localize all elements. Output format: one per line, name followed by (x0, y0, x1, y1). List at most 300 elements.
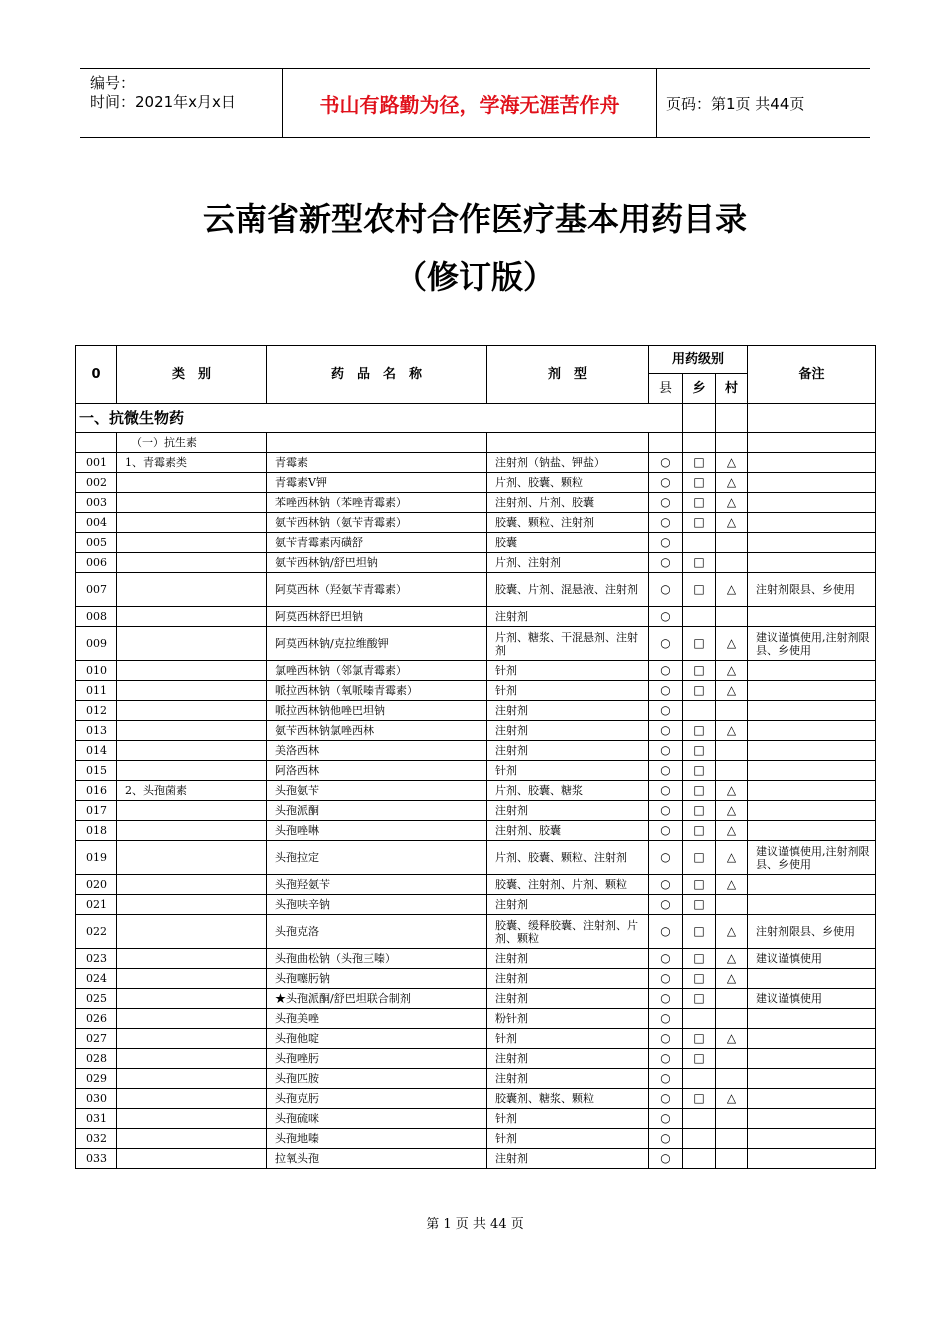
row-drug-name: 阿洛西林 (267, 761, 487, 781)
row-note: 注射剂限县、乡使用 (748, 915, 876, 949)
row-dosage-form: 胶囊剂、糖浆、颗粒 (487, 1089, 649, 1109)
row-town-level: □ (683, 573, 716, 607)
row-category (117, 701, 267, 721)
row-town-level: □ (683, 841, 716, 875)
row-drug-name: 青霉素 (267, 453, 487, 473)
row-drug-name: 头孢匹胺 (267, 1069, 487, 1089)
row-number: 027 (76, 1029, 117, 1049)
row-category (117, 1089, 267, 1109)
row-note (748, 1109, 876, 1129)
row-town-level: □ (683, 821, 716, 841)
row-category (117, 533, 267, 553)
row-dosage-form: 针剂 (487, 1109, 649, 1129)
row-town-level: □ (683, 761, 716, 781)
header-meta (80, 69, 282, 137)
row-village-level: △ (716, 627, 748, 661)
row-village-level: △ (716, 493, 748, 513)
row-drug-name: 阿莫西林钠/克拉维酸钾 (267, 627, 487, 661)
row-drug-name: 阿莫西林舒巴坦钠 (267, 607, 487, 627)
page-footer: 第 1 页 共 44 页 (426, 1217, 524, 1232)
row-village-level (716, 1049, 748, 1069)
table-row (76, 573, 876, 607)
row-category (117, 841, 267, 875)
row-category (117, 1009, 267, 1029)
row-town-level (683, 1109, 716, 1129)
row-note (748, 969, 876, 989)
row-number: 002 (76, 473, 117, 493)
table-row (76, 1149, 876, 1169)
row-number: 009 (76, 627, 117, 661)
subsection-title: （一）抗生素 (117, 433, 267, 453)
row-dosage-form: 针剂 (487, 1029, 649, 1049)
row-dosage-form: 注射剂 (487, 741, 649, 761)
row-category (117, 1069, 267, 1089)
row-village-level (716, 1129, 748, 1149)
code-label: 编号： (90, 74, 136, 92)
row-note: 建议谨慎使用,注射剂限县、乡使用 (748, 841, 876, 875)
row-category (117, 573, 267, 607)
row-village-level (716, 989, 748, 1009)
row-dosage-form: 胶囊、缓释胶囊、注射剂、片剂、颗粒 (487, 915, 649, 949)
row-dosage-form: 胶囊、片剂、混悬液、注射剂 (487, 573, 649, 607)
row-drug-name: 头孢地嗪 (267, 1129, 487, 1149)
row-drug-name: 头孢羟氨苄 (267, 875, 487, 895)
row-category (117, 969, 267, 989)
header-form: 剂 型 (487, 346, 649, 404)
row-county-level: ○ (649, 701, 683, 721)
row-town-level (683, 1129, 716, 1149)
header-motto: 书山有路勤为径，学海无涯苦作舟 (282, 69, 657, 137)
row-dosage-form: 注射剂、胶囊 (487, 821, 649, 841)
row-note (748, 781, 876, 801)
row-category (117, 721, 267, 741)
row-category (117, 949, 267, 969)
row-note (748, 453, 876, 473)
row-drug-name: 氨苄西林钠/舒巴坦钠 (267, 553, 487, 573)
row-county-level: ○ (649, 1149, 683, 1169)
row-dosage-form: 针剂 (487, 681, 649, 701)
row-dosage-form: 片剂、注射剂 (487, 553, 649, 573)
row-county-level: ○ (649, 607, 683, 627)
row-county-level: ○ (649, 513, 683, 533)
row-drug-name: 头孢曲松钠（头孢三嗪） (267, 949, 487, 969)
row-dosage-form: 胶囊、颗粒、注射剂 (487, 513, 649, 533)
row-village-level (716, 553, 748, 573)
row-dosage-form: 针剂 (487, 1129, 649, 1149)
section-title: 一、抗微生物药 (76, 404, 683, 433)
row-note (748, 533, 876, 553)
row-note (748, 1009, 876, 1029)
row-town-level (683, 533, 716, 553)
row-note (748, 513, 876, 533)
row-number: 024 (76, 969, 117, 989)
row-village-level: △ (716, 681, 748, 701)
row-dosage-form: 片剂、胶囊、颗粒、注射剂 (487, 841, 649, 875)
row-category (117, 761, 267, 781)
row-village-level (716, 1009, 748, 1029)
row-note (748, 741, 876, 761)
table-row (76, 607, 876, 627)
row-number: 006 (76, 553, 117, 573)
row-village-level: △ (716, 781, 748, 801)
row-dosage-form: 针剂 (487, 761, 649, 781)
header-county: 县 (649, 374, 683, 404)
row-village-level: △ (716, 573, 748, 607)
row-town-level: □ (683, 895, 716, 915)
row-category (117, 627, 267, 661)
row-number: 017 (76, 801, 117, 821)
row-drug-name: 氯唑西林钠（邻氯青霉素） (267, 661, 487, 681)
table-row (76, 801, 876, 821)
row-dosage-form: 注射剂 (487, 701, 649, 721)
row-county-level: ○ (649, 1029, 683, 1049)
row-village-level: △ (716, 949, 748, 969)
row-village-level: △ (716, 875, 748, 895)
row-county-level: ○ (649, 1069, 683, 1089)
header-category: 类 别 (117, 346, 267, 404)
row-note (748, 1129, 876, 1149)
row-county-level: ○ (649, 553, 683, 573)
row-dosage-form: 注射剂 (487, 607, 649, 627)
row-town-level: □ (683, 915, 716, 949)
row-village-level: △ (716, 661, 748, 681)
row-county-level: ○ (649, 1089, 683, 1109)
row-note: 建议谨慎使用 (748, 989, 876, 1009)
row-town-level (683, 701, 716, 721)
row-number: 020 (76, 875, 117, 895)
row-village-level: △ (716, 453, 748, 473)
row-dosage-form: 粉针剂 (487, 1009, 649, 1029)
row-dosage-form: 注射剂 (487, 969, 649, 989)
row-town-level: □ (683, 969, 716, 989)
row-town-level: □ (683, 949, 716, 969)
row-note (748, 1049, 876, 1069)
row-drug-name: 苯唑西林钠（苯唑青霉素） (267, 493, 487, 513)
document-title: 云南省新型农村合作医疗基本用药目录 (202, 200, 747, 238)
table-row (76, 895, 876, 915)
row-number: 033 (76, 1149, 117, 1169)
row-number: 008 (76, 607, 117, 627)
row-town-level: □ (683, 989, 716, 1009)
row-village-level (716, 1109, 748, 1129)
row-village-level: △ (716, 473, 748, 493)
row-county-level: ○ (649, 895, 683, 915)
row-county-level: ○ (649, 473, 683, 493)
row-drug-name: 头孢硫咪 (267, 1109, 487, 1129)
row-town-level (683, 1009, 716, 1029)
row-number: 021 (76, 895, 117, 915)
header-name: 药 品 名 称 (267, 346, 487, 404)
row-number: 012 (76, 701, 117, 721)
row-dosage-form: 注射剂 (487, 1149, 649, 1169)
table-row (76, 1029, 876, 1049)
row-town-level: □ (683, 681, 716, 701)
row-county-level: ○ (649, 761, 683, 781)
row-number: 016 (76, 781, 117, 801)
row-number: 013 (76, 721, 117, 741)
row-dosage-form: 注射剂 (487, 721, 649, 741)
table-row (76, 627, 876, 661)
row-county-level: ○ (649, 453, 683, 473)
row-category (117, 473, 267, 493)
row-number: 032 (76, 1129, 117, 1149)
row-category (117, 875, 267, 895)
row-note (748, 895, 876, 915)
row-dosage-form: 注射剂 (487, 1069, 649, 1089)
row-note (748, 721, 876, 741)
row-category (117, 1029, 267, 1049)
row-county-level: ○ (649, 969, 683, 989)
row-drug-name: 美洛西林 (267, 741, 487, 761)
row-drug-name: 头孢拉定 (267, 841, 487, 875)
row-note (748, 821, 876, 841)
table-row (76, 1069, 876, 1089)
row-number: 022 (76, 915, 117, 949)
row-number: 007 (76, 573, 117, 607)
table-row (76, 553, 876, 573)
row-dosage-form: 注射剂 (487, 949, 649, 969)
row-county-level: ○ (649, 533, 683, 553)
row-category (117, 553, 267, 573)
row-county-level: ○ (649, 781, 683, 801)
row-village-level (716, 1069, 748, 1089)
document-header (80, 68, 870, 138)
row-dosage-form: 注射剂 (487, 989, 649, 1009)
table-row (76, 915, 876, 949)
row-village-level (716, 1149, 748, 1169)
row-town-level (683, 1069, 716, 1089)
row-town-level: □ (683, 801, 716, 821)
header-note: 备注 (748, 346, 876, 404)
row-village-level: △ (716, 821, 748, 841)
row-village-level: △ (716, 513, 748, 533)
row-town-level: □ (683, 473, 716, 493)
row-drug-name: 头孢他啶 (267, 1029, 487, 1049)
row-number: 018 (76, 821, 117, 841)
row-number: 014 (76, 741, 117, 761)
row-town-level: □ (683, 1089, 716, 1109)
row-note (748, 607, 876, 627)
row-drug-name: 哌拉西林钠他唑巴坦钠 (267, 701, 487, 721)
row-dosage-form: 片剂、胶囊、颗粒 (487, 473, 649, 493)
row-number: 028 (76, 1049, 117, 1069)
row-village-level: △ (716, 1029, 748, 1049)
table-row (76, 681, 876, 701)
row-county-level: ○ (649, 915, 683, 949)
row-note (748, 1069, 876, 1089)
table-row (76, 741, 876, 761)
table-row (76, 969, 876, 989)
row-number: 005 (76, 533, 117, 553)
table-row (76, 493, 876, 513)
row-drug-name: 头孢唑啉 (267, 821, 487, 841)
row-county-level: ○ (649, 821, 683, 841)
row-town-level: □ (683, 741, 716, 761)
row-note (748, 1089, 876, 1109)
table-row (76, 875, 876, 895)
row-number: 025 (76, 989, 117, 1009)
document-subtitle: （修订版） (394, 258, 555, 296)
row-county-level: ○ (649, 573, 683, 607)
row-category (117, 821, 267, 841)
row-number: 011 (76, 681, 117, 701)
row-number: 031 (76, 1109, 117, 1129)
table-row (76, 1009, 876, 1029)
row-village-level: △ (716, 721, 748, 741)
row-drug-name: ★头孢派酮/舒巴坦联合制剂 (267, 989, 487, 1009)
row-category (117, 989, 267, 1009)
row-drug-name: 头孢派酮 (267, 801, 487, 821)
header-village: 村 (716, 374, 748, 404)
row-number: 010 (76, 661, 117, 681)
row-category (117, 1129, 267, 1149)
table-row (76, 533, 876, 553)
row-county-level: ○ (649, 741, 683, 761)
table-row (76, 781, 876, 801)
row-note: 注射剂限县、乡使用 (748, 573, 876, 607)
row-number: 015 (76, 761, 117, 781)
row-category (117, 895, 267, 915)
row-dosage-form: 针剂 (487, 661, 649, 681)
row-dosage-form: 注射剂、片剂、胶囊 (487, 493, 649, 513)
row-note (748, 553, 876, 573)
row-drug-name: 哌拉西林钠（氧哌嗪青霉素） (267, 681, 487, 701)
row-village-level (716, 741, 748, 761)
row-note (748, 761, 876, 781)
header-town: 乡 (683, 374, 716, 404)
row-town-level (683, 1149, 716, 1169)
row-drug-name: 头孢美唑 (267, 1009, 487, 1029)
row-category (117, 493, 267, 513)
row-county-level: ○ (649, 1009, 683, 1029)
row-county-level: ○ (649, 1109, 683, 1129)
row-village-level (716, 895, 748, 915)
row-category: 1、青霉素类 (117, 453, 267, 473)
row-category (117, 1049, 267, 1069)
row-village-level (716, 607, 748, 627)
row-county-level: ○ (649, 721, 683, 741)
table-row (76, 841, 876, 875)
row-drug-name: 头孢克洛 (267, 915, 487, 949)
row-note (748, 1149, 876, 1169)
row-drug-name: 头孢唑肟 (267, 1049, 487, 1069)
row-drug-name: 头孢克肟 (267, 1089, 487, 1109)
row-category (117, 681, 267, 701)
row-number: 001 (76, 453, 117, 473)
row-note (748, 661, 876, 681)
row-town-level: □ (683, 453, 716, 473)
row-town-level: □ (683, 1049, 716, 1069)
row-town-level: □ (683, 553, 716, 573)
table-row (76, 761, 876, 781)
row-county-level: ○ (649, 875, 683, 895)
row-drug-name: 氨苄西林钠氯唑西林 (267, 721, 487, 741)
row-town-level: □ (683, 721, 716, 741)
table-row (76, 821, 876, 841)
row-county-level: ○ (649, 661, 683, 681)
row-note (748, 701, 876, 721)
row-drug-name: 头孢氨苄 (267, 781, 487, 801)
row-number: 026 (76, 1009, 117, 1029)
row-note (748, 801, 876, 821)
header-num: 0 (76, 346, 117, 404)
table-row (76, 661, 876, 681)
header-page-info: 页码：第1页 共44页 (666, 94, 805, 113)
table-row (76, 989, 876, 1009)
table-row (76, 1089, 876, 1109)
row-number: 019 (76, 841, 117, 875)
row-number: 003 (76, 493, 117, 513)
table-row (76, 721, 876, 741)
row-note: 建议谨慎使用,注射剂限县、乡使用 (748, 627, 876, 661)
row-category: 2、头孢菌素 (117, 781, 267, 801)
table-row (76, 701, 876, 721)
row-county-level: ○ (649, 493, 683, 513)
row-town-level: □ (683, 875, 716, 895)
row-dosage-form: 胶囊 (487, 533, 649, 553)
row-dosage-form: 片剂、糖浆、干混悬剂、注射剂 (487, 627, 649, 661)
row-village-level: △ (716, 801, 748, 821)
row-dosage-form: 注射剂 (487, 895, 649, 915)
row-village-level: △ (716, 915, 748, 949)
row-category (117, 1109, 267, 1129)
row-note (748, 875, 876, 895)
row-town-level: □ (683, 661, 716, 681)
row-village-level (716, 533, 748, 553)
table-row (76, 1049, 876, 1069)
row-category (117, 741, 267, 761)
row-category (117, 801, 267, 821)
row-town-level: □ (683, 781, 716, 801)
row-drug-name: 阿莫西林（羟氨苄青霉素） (267, 573, 487, 607)
row-town-level: □ (683, 513, 716, 533)
row-village-level (716, 761, 748, 781)
row-village-level: △ (716, 969, 748, 989)
row-dosage-form: 注射剂 (487, 801, 649, 821)
row-county-level: ○ (649, 801, 683, 821)
row-drug-name: 头孢呋辛钠 (267, 895, 487, 915)
row-drug-name: 氨苄西林钠（氨苄青霉素） (267, 513, 487, 533)
row-county-level: ○ (649, 949, 683, 969)
row-note (748, 681, 876, 701)
row-village-level: △ (716, 1089, 748, 1109)
row-number: 004 (76, 513, 117, 533)
row-number: 029 (76, 1069, 117, 1089)
row-note (748, 473, 876, 493)
row-category (117, 661, 267, 681)
row-county-level: ○ (649, 1129, 683, 1149)
row-drug-name: 拉氧头孢 (267, 1149, 487, 1169)
row-category (117, 1149, 267, 1169)
table-row (76, 453, 876, 473)
table-row (76, 513, 876, 533)
drug-table (75, 345, 876, 1169)
row-drug-name: 头孢噻肟钠 (267, 969, 487, 989)
row-town-level: □ (683, 493, 716, 513)
row-town-level: □ (683, 1029, 716, 1049)
table-row (76, 1129, 876, 1149)
row-drug-name: 青霉素V钾 (267, 473, 487, 493)
table-row (76, 949, 876, 969)
row-dosage-form: 注射剂 (487, 1049, 649, 1069)
time-label: 时间：2021年x月x日 (90, 93, 236, 111)
row-category (117, 513, 267, 533)
row-town-level (683, 607, 716, 627)
header-level: 用药级别 (649, 346, 748, 374)
row-note: 建议谨慎使用 (748, 949, 876, 969)
row-county-level: ○ (649, 841, 683, 875)
row-county-level: ○ (649, 1049, 683, 1069)
